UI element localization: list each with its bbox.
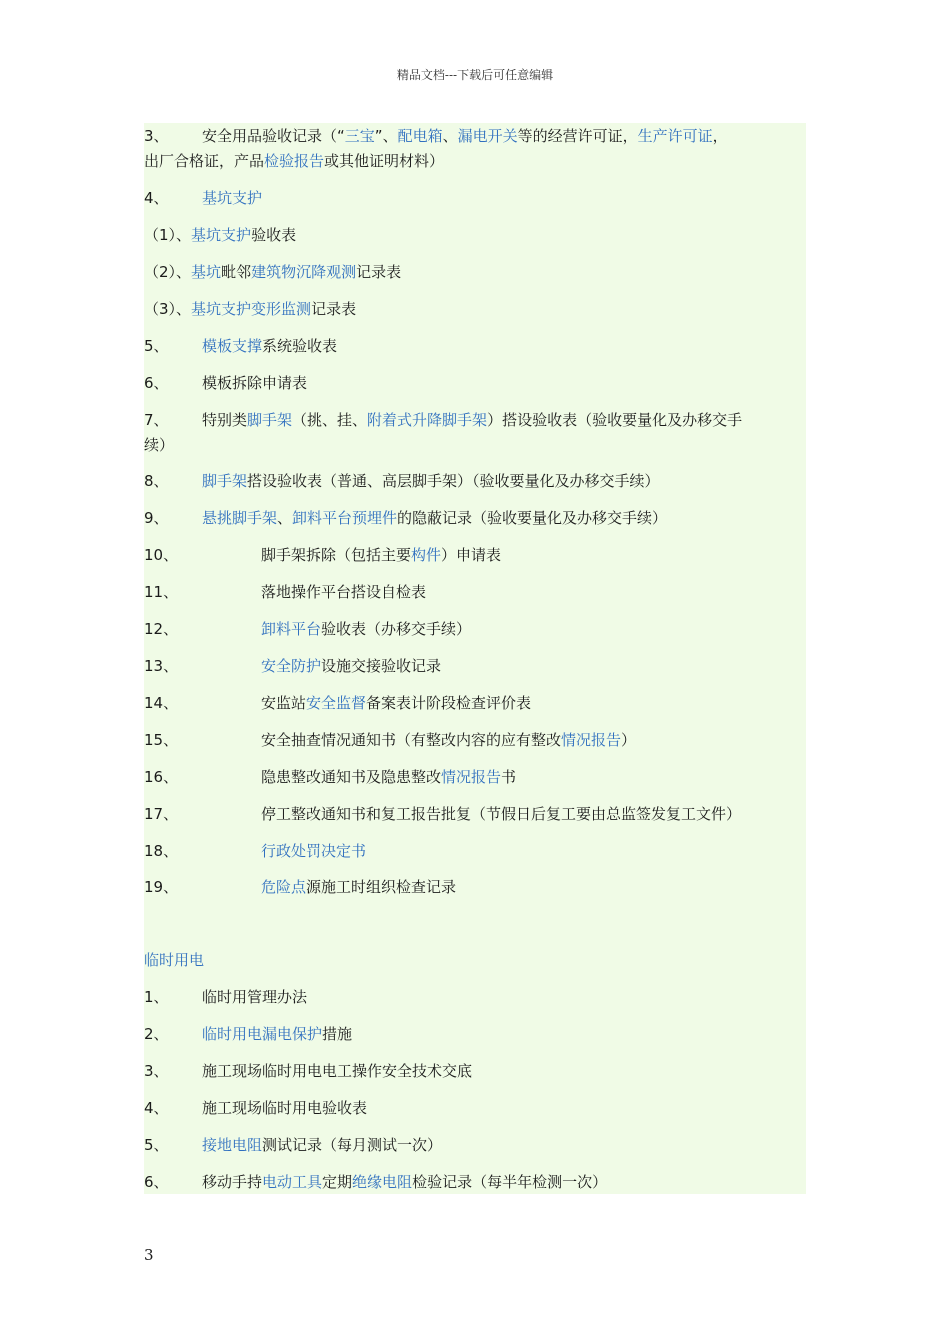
item-number: 1、 [144, 988, 169, 1006]
list-item-3-link[interactable]: 配电箱 [397, 127, 443, 145]
list-item-link[interactable]: 基坑支护 [191, 226, 252, 244]
list-item-link[interactable]: 行政处罚决定书 [261, 842, 367, 860]
item-text [144, 297, 356, 322]
list-item-text: 源施工时组织检查记录 [306, 878, 457, 896]
item-text [144, 433, 174, 458]
section-list-item-text: 施工现场临时用电电工操作安全技术交底 [202, 1062, 473, 1080]
list-item-7-link[interactable]: 附着式升降脚手架 [367, 411, 488, 429]
item-number: 17、 [144, 805, 179, 823]
item-text [202, 1096, 367, 1121]
list-item-3-text: 、 [442, 127, 458, 145]
item-text [202, 1133, 442, 1158]
item-text [261, 728, 636, 753]
list-item-link[interactable]: 卸料平台预埋件 [292, 509, 398, 527]
item-text [144, 149, 444, 174]
item-number: 6、 [144, 1173, 169, 1191]
list-item-link[interactable]: 悬挑脚手架 [202, 509, 278, 527]
section-list-item-link[interactable]: 临时用电漏电保护 [202, 1025, 323, 1043]
list-item-link[interactable]: 基坑支护变形监测 [191, 300, 312, 318]
item-number: 2、 [144, 1025, 169, 1043]
item-text [202, 506, 667, 531]
page-header: 精品文档---下载后可任意编辑 [396, 68, 554, 82]
list-item-text: 设施交接验收记录 [321, 657, 442, 675]
section-list-item-text: 测试记录（每月测试一次） [262, 1136, 443, 1154]
item-number: 5、 [144, 1136, 169, 1154]
item-text [202, 124, 728, 149]
item-number: 14、 [144, 694, 179, 712]
item-text [202, 408, 742, 433]
item-text [202, 1059, 472, 1084]
list-item-text: 记录表 [311, 300, 357, 318]
list-item-7-text: ）搭设验收表（验收要量化及办移交手 [487, 411, 743, 429]
item-text [261, 802, 741, 827]
list-item-link[interactable]: 脚手架 [202, 472, 248, 490]
list-item-text: 停工整改通知书和复工报告批复（节假日后复工要由总监签发复工文件） [261, 805, 742, 823]
item-number: 3、 [144, 1062, 169, 1080]
item-text [202, 469, 660, 494]
list-item-3-text: ”、 [374, 127, 398, 145]
item-number: 5、 [144, 337, 169, 355]
item-text [261, 543, 501, 568]
list-item-text: 脚手架拆除（包括主要 [261, 546, 412, 564]
list-item-link[interactable]: 安全防护 [261, 657, 322, 675]
section-list-item-text: 检验记录（每半年检测一次） [412, 1173, 608, 1191]
list-item-text: 安监站 [261, 694, 307, 712]
list-item-text: 隐患整改通知书及隐患整改 [261, 768, 442, 786]
list-item-text: ） [621, 731, 637, 749]
list-item-3-continued-text: 或其他证明材料） [324, 152, 445, 170]
document-body [144, 123, 806, 1194]
list-item-text: 落地操作平台搭设自检表 [261, 583, 427, 601]
list-item-link[interactable]: 安全监督 [306, 694, 367, 712]
list-item-link[interactable]: 基坑支护 [202, 189, 263, 207]
list-item-text: （2）、 [144, 263, 192, 281]
item-text [202, 186, 262, 211]
list-item-text: 模板拆除申请表 [202, 374, 308, 392]
item-text [202, 985, 307, 1010]
list-item-3-link[interactable]: 漏电开关 [457, 127, 518, 145]
item-number: 4、 [144, 189, 169, 207]
list-item-link[interactable]: 建筑物沉降观测 [251, 263, 357, 281]
item-number: 16、 [144, 768, 179, 786]
list-item-3-continued-link[interactable]: 检验报告 [264, 152, 325, 170]
item-number: 7、 [144, 411, 169, 429]
item-number: 6、 [144, 374, 169, 392]
section-title[interactable]: 临时用电 [144, 951, 205, 969]
list-item-3-text: ， [712, 127, 728, 145]
item-text [261, 580, 426, 605]
section-list-item-link[interactable]: 电动工具 [262, 1173, 323, 1191]
list-item-3-text: 安全用品验收记录（“ [202, 127, 345, 145]
item-text [261, 617, 471, 642]
list-item-3-link[interactable]: 生产许可证 [637, 127, 713, 145]
list-item-text: 系统验收表 [262, 337, 338, 355]
list-item-text: ）申请表 [441, 546, 502, 564]
item-number: 3、 [144, 127, 169, 145]
section-list-item-link[interactable]: 接地电阻 [202, 1136, 263, 1154]
item-number: 9、 [144, 509, 169, 527]
list-item-link[interactable]: 情况报告 [441, 768, 502, 786]
list-item-link[interactable]: 构件 [411, 546, 442, 564]
item-text [261, 765, 516, 790]
section-list-item-text: 移动手持 [202, 1173, 263, 1191]
item-number: 12、 [144, 620, 179, 638]
list-item-text: 毗邻 [221, 263, 252, 281]
item-number: 10、 [144, 546, 179, 564]
item-text [261, 654, 441, 679]
item-number: 8、 [144, 472, 169, 490]
item-number: 19、 [144, 878, 179, 896]
list-item-text: 、 [277, 509, 293, 527]
section-list-item-text: 措施 [322, 1025, 353, 1043]
list-item-link[interactable]: 情况报告 [561, 731, 622, 749]
list-item-3-continued-text: 出厂合格证，产品 [144, 152, 265, 170]
list-item-text: （3）、 [144, 300, 192, 318]
list-item-7-continued-text: 续） [144, 436, 175, 454]
section-list-item-link[interactable]: 绝缘电阻 [352, 1173, 413, 1191]
list-item-text: 安全抽查情况通知书（有整改内容的应有整改 [261, 731, 562, 749]
list-item-7-text: 特别类 [202, 411, 248, 429]
item-text [202, 334, 337, 359]
list-item-7-text: （挑、挂、 [292, 411, 368, 429]
page-number: 3 [144, 1246, 154, 1264]
item-text [144, 223, 296, 248]
list-item-text: 记录表 [356, 263, 402, 281]
item-number: 15、 [144, 731, 179, 749]
list-item-link[interactable]: 卸料平台 [261, 620, 322, 638]
list-item-text: 备案表计阶段检查评价表 [366, 694, 532, 712]
section-list-item-text: 定期 [322, 1173, 353, 1191]
list-item-text: 的隐蔽记录（验收要量化及办移交手续） [397, 509, 668, 527]
item-text [144, 260, 401, 285]
section-list-item-text: 施工现场临时用电验收表 [202, 1099, 368, 1117]
section-list-item-text: 临时用管理办法 [202, 988, 308, 1006]
item-text [261, 691, 531, 716]
item-text [261, 875, 456, 900]
item-number: 11、 [144, 583, 179, 601]
list-item-3-text: 等的经营许可证， [517, 127, 638, 145]
item-number: 18、 [144, 842, 179, 860]
list-item-text: 验收表（办移交手续） [321, 620, 472, 638]
list-item-3-link[interactable]: 三宝 [344, 127, 375, 145]
list-item-text: 搭设验收表（普通、高层脚手架）（验收要量化及办移交手续） [247, 472, 660, 490]
item-text [202, 1170, 607, 1195]
list-item-link[interactable]: 基坑 [191, 263, 222, 281]
list-item-link[interactable]: 危险点 [261, 878, 307, 896]
list-item-text: 验收表 [251, 226, 297, 244]
list-item-7-link[interactable]: 脚手架 [247, 411, 293, 429]
list-item-text: 书 [501, 768, 517, 786]
list-item-text: （1）、 [144, 226, 192, 244]
item-number: 4、 [144, 1099, 169, 1117]
item-text [202, 371, 307, 396]
item-text [202, 1022, 352, 1047]
item-text [261, 839, 366, 864]
list-item-link[interactable]: 模板支撑 [202, 337, 263, 355]
item-number: 13、 [144, 657, 179, 675]
